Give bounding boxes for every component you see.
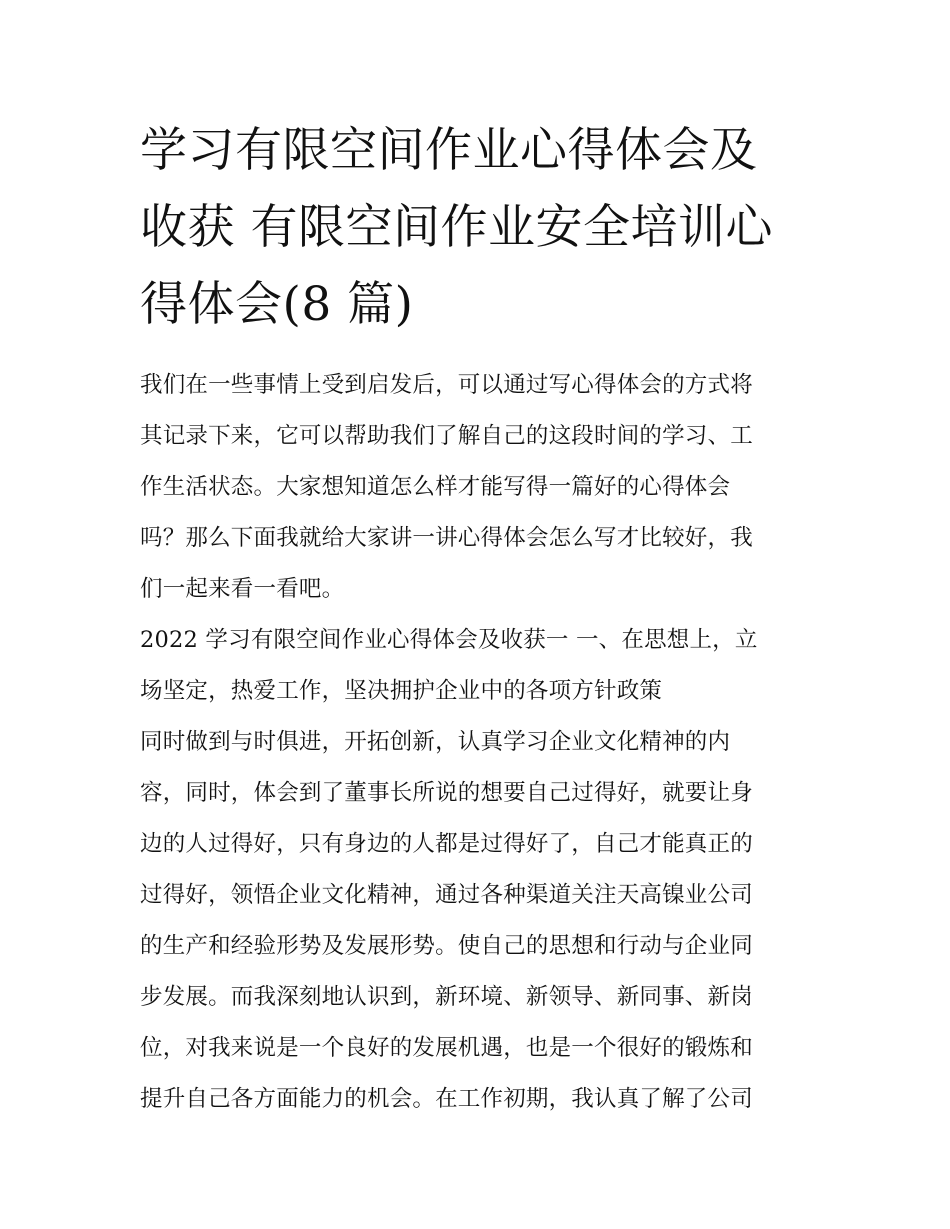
title-line-2: 收获 有限空间作业安全培训心 xyxy=(140,200,773,255)
body-line-5: 边的人过得好，只有身边的人都是过得好了，自己才能真正的 xyxy=(140,831,753,857)
title-line-3: 得体会(8 篇) xyxy=(140,277,414,332)
document-content xyxy=(140,112,812,1125)
body-line-10: 提升自己各方面能力的机会。在工作初期，我认真了解了公司 xyxy=(140,1086,753,1112)
body-line-4: 容，同时，体会到了董事长所说的想要自己过得好，就要让身 xyxy=(140,780,753,806)
body-line-1: 2022 学习有限空间作业心得体会及收获一 一、在思想上，立 xyxy=(140,627,758,653)
intro-line-5: 们一起来看一看吧。 xyxy=(140,576,345,602)
body-line-3: 同时做到与时俱进，开拓创新，认真学习企业文化精神的内 xyxy=(140,729,731,755)
document-title xyxy=(140,112,812,343)
intro-paragraph xyxy=(140,360,812,615)
title-line-1: 学习有限空间作业心得体会及 xyxy=(140,123,758,178)
body-line-2: 场坚定，热爱工作，坚决拥护企业中的各项方针政策 xyxy=(140,678,663,704)
body-line-8: 步发展。而我深刻地认识到，新环境、新领导、新同事、新岗 xyxy=(140,984,753,1010)
body-line-7: 的生产和经验形势及发展形势。使自己的思想和行动与企业同 xyxy=(140,933,753,959)
body-paragraph xyxy=(140,615,812,1125)
intro-line-2: 其记录下来，它可以帮助我们了解自己的这段时间的学习、工 xyxy=(140,423,753,449)
intro-line-1: 我们在一些事情上受到启发后，可以通过写心得体会的方式将 xyxy=(140,372,753,398)
body-line-6: 过得好，领悟企业文化精神，通过各种渠道关注天高镍业公司 xyxy=(140,882,753,908)
body-line-9: 位，对我来说是一个良好的发展机遇，也是一个很好的锻炼和 xyxy=(140,1035,753,1061)
intro-line-4: 吗？那么下面我就给大家讲一讲心得体会怎么写才比较好，我 xyxy=(140,525,753,551)
intro-line-3: 作生活状态。大家想知道怎么样才能写得一篇好的心得体会 xyxy=(140,474,731,500)
